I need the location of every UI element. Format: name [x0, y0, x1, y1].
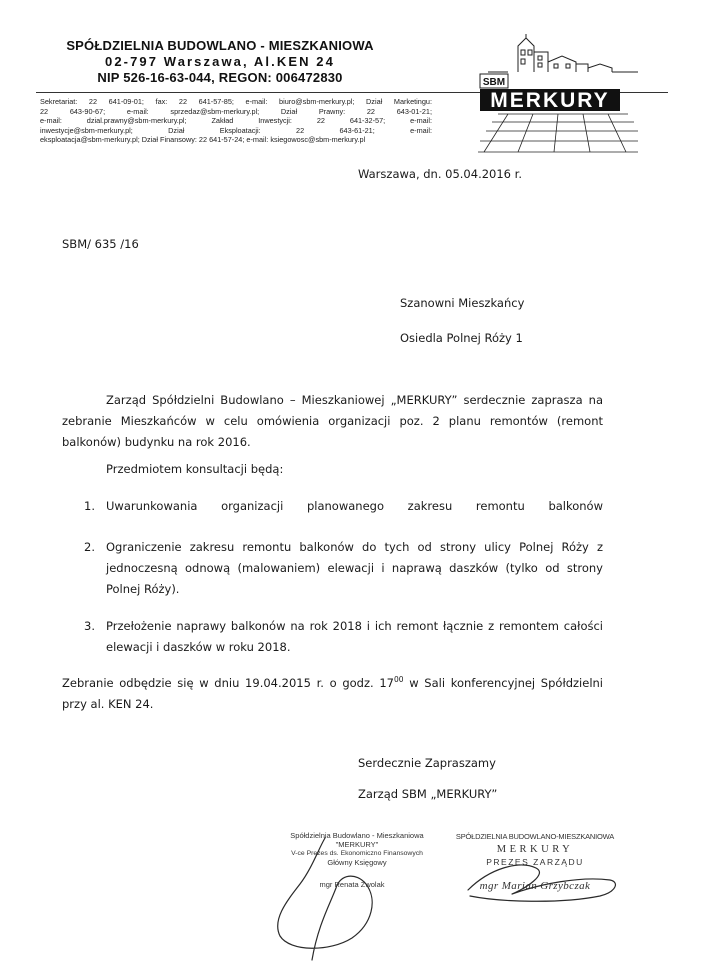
list-item: [62, 537, 603, 600]
cooperative-address: 02-797 Warszawa, Al.KEN 24: [105, 54, 335, 69]
contact-line: e-mail: dzial.prawny@sbm-merkury.pl; Zakład Inwestycji: 22 641-32-57; e-mail:: [40, 116, 432, 126]
meeting-text-end: w Sali konferencyjnej Spółdzielni przy al. KEN 24.: [62, 675, 603, 711]
stamp-right-name: mgr Marian Grzybczak: [479, 880, 591, 892]
cooperative-name: SPÓŁDZIELNIA BUDOWLANO - MIESZKANIOWA: [66, 38, 374, 53]
stamp-left-role2: Główny Księgowy: [327, 858, 387, 867]
logo-merkury-text: MERKURY: [490, 89, 610, 112]
meeting-text-start: Zebranie odbędzie się w dniu 19.04.2015 r. o godz. 17: [62, 675, 394, 690]
contact-details: [40, 97, 432, 145]
stamp-left-brand: "MERKURY": [335, 840, 379, 849]
stamp-right-brand: MERKURY: [496, 844, 574, 855]
contact-line: 22 643-90-67; e-mail: sprzedaz@sbm-merkury.pl; Dział Prawny: 22 643-01-21;: [40, 106, 432, 116]
stamp-left-role: V-ce Prezes ds. Ekonomiczno Finansowych: [291, 850, 423, 857]
closing-phrase: Serdecznie Zapraszamy: [358, 756, 496, 770]
contact-line: inwestycje@sbm-merkury.pl; Dział Eksploatacji: 22 643-61-21; e-mail:: [40, 125, 432, 135]
letter-date: Warszawa, dn. 05.04.2016 r.: [358, 167, 522, 181]
contact-line: Sekretariat: 22 641-09-01; fax: 22 641-57-85; e-mail: biuro@sbm-merkury.pl; Dział Marketingu:: [40, 97, 432, 106]
sbm-merkury-logo: [478, 34, 638, 154]
list-item-text: Uwarunkowania organizacji planowanego zakresu remontu balkonów: [106, 499, 603, 513]
list-item-number: 3.: [84, 619, 95, 633]
list-item-number: 2.: [84, 540, 95, 554]
meeting-time-minutes: 00: [393, 675, 404, 684]
list-item: [62, 496, 603, 517]
logo-sbm-text: SBM: [482, 77, 506, 88]
consultation-lead: Przedmiotem konsultacji będą:: [106, 462, 284, 476]
nip-regon: NIP 526-16-63-044, REGON: 006472830: [97, 70, 343, 85]
list-item-number: 1.: [84, 499, 95, 513]
board-signoff: Zarząd SBM „MERKURY”: [358, 787, 498, 801]
invitation-paragraph: Zarząd Spółdzielni Budowlano – Mieszkaniowej „MERKURY” serdecznie zaprasza na zebranie Mieszkańców w celu omówienia organizacji poz. 2 planu remontów (remont balkonów) budynku na rok 2016.: [62, 393, 603, 449]
reference-number: SBM/ 635 /16: [62, 237, 139, 251]
list-item: [62, 616, 603, 658]
list-item-text: Ograniczenie zakresu remontu balkonów do tych od strony ulicy Polnej Róży z jednoczesną odnową (malowaniem) elewacji i naprawą daszków (tylko od strony Polnej Róży).: [106, 540, 603, 596]
stamp-right-role: PREZES ZARZĄDU: [486, 857, 584, 867]
stamp-left-name: mgr Renata Zwolak: [319, 880, 385, 889]
recipient-estate: Osiedla Polnej Róży 1: [400, 331, 523, 345]
stamp-left-org: Spółdzielnia Budowlano - Mieszkaniowa: [290, 831, 424, 840]
list-item-text: Przełożenie naprawy balkonów na rok 2018 i ich remont łącznie z remontem całości elewacji i daszków w roku 2018.: [106, 619, 603, 654]
contact-line: eksploatacja@sbm-merkury.pl; Dział Finansowy: 22 641-57-24; e-mail: ksiegowosc@sbm-merkury.pl: [40, 135, 366, 145]
stamp-right-org: SPÓŁDZIELNIA BUDOWLANO-MIESZKANIOWA: [455, 832, 615, 841]
meeting-notice: [62, 669, 603, 715]
recipient-salutation: Szanowni Mieszkańcy: [400, 296, 525, 310]
